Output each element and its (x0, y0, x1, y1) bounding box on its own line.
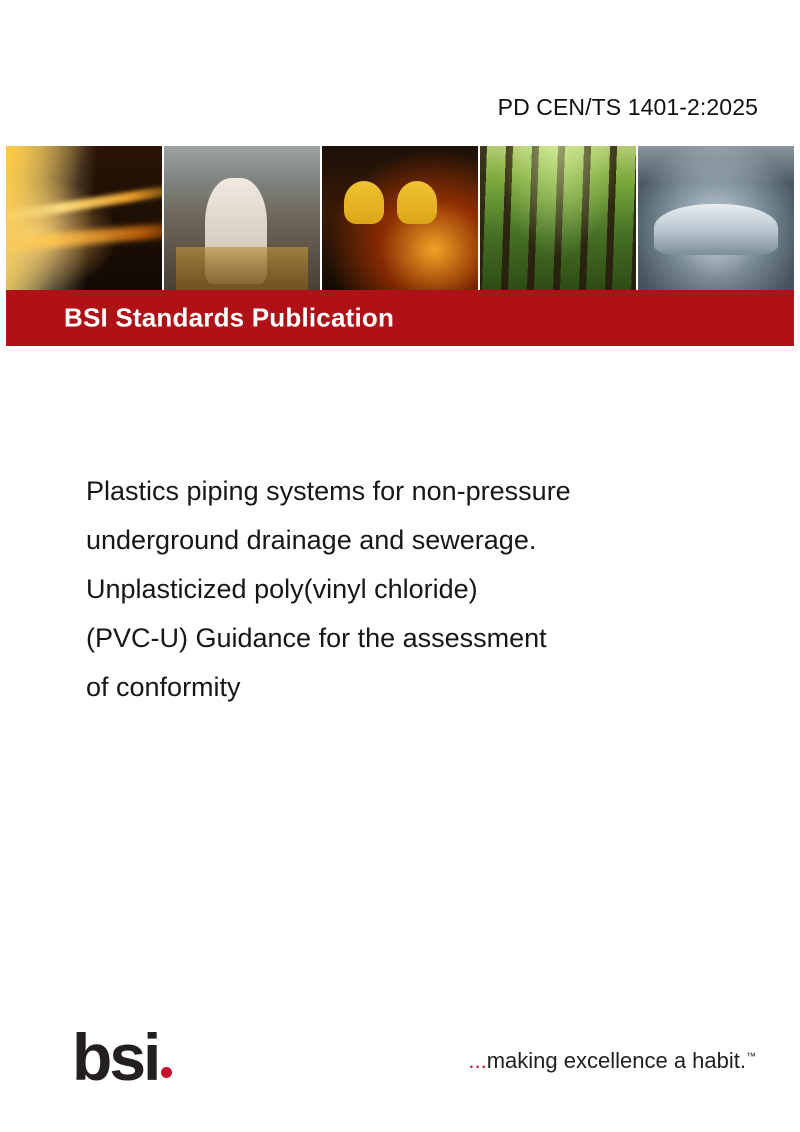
car-assembly-photo (638, 146, 794, 290)
page-title (86, 467, 726, 712)
title-line: of conformity (86, 672, 241, 702)
bsi-logo (72, 1019, 172, 1094)
light-trails-photo (6, 146, 164, 290)
forest-photo (480, 146, 638, 290)
title-line: underground drainage and sewerage. (86, 525, 537, 555)
document-reference-number: PD CEN/TS 1401-2:2025 (497, 94, 758, 120)
banner-label: BSI Standards Publication (64, 302, 395, 333)
tagline-dots: ... (468, 1048, 487, 1073)
factory-worker-photo (164, 146, 322, 290)
bsi-logo-dot-icon (161, 1067, 172, 1078)
title-line: Plastics piping systems for non-pressure (86, 476, 571, 506)
cover-image-strip (6, 146, 794, 290)
title-line: Unplasticized poly(vinyl chloride) (86, 574, 478, 604)
firefighters-photo (322, 146, 480, 290)
tagline-text: making excellence a habit. (486, 1048, 746, 1073)
bsi-logo-text: bsi (72, 1019, 159, 1094)
tagline-trademark-icon: ™ (746, 1051, 756, 1063)
bsi-tagline (468, 1048, 756, 1074)
standards-publication-banner (6, 290, 794, 346)
title-line: (PVC-U) Guidance for the assessment (86, 623, 547, 653)
